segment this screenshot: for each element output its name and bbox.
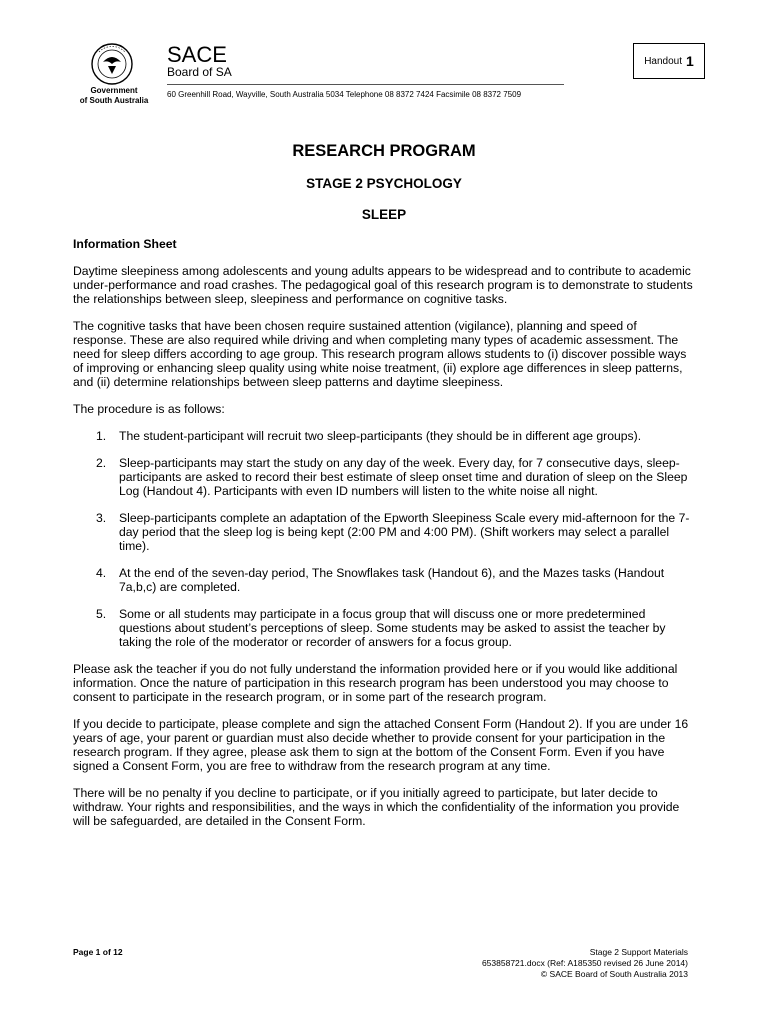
document-reference [482, 947, 688, 980]
contact-address: 60 Greenhill Road, Wayville, South Australia 5034 Telephone 08 8372 7424 Facsimile 08 8372 7509 [167, 90, 522, 99]
document-title: RESEARCH PROGRAM [292, 142, 476, 160]
handout-badge [633, 43, 705, 79]
step-number: 5. [96, 607, 107, 621]
page-number: Page 1 of 12 [73, 947, 123, 957]
footer-series: Stage 2 Support Materials [589, 947, 688, 957]
header-divider [167, 84, 564, 85]
closing-paragraph: There will be no penalty if you decline to participate, or if you initially agreed to participate, but later decide to withdraw. Your rights and responsibilities, and the ways in which the confidentiality of the information you provide will be safeguarded, are detailed in the Consent Form. [73, 786, 680, 828]
handout-label: Handout [644, 55, 682, 67]
organisation-title: SACE [167, 42, 227, 67]
document-body [73, 237, 693, 841]
document-subtitle: STAGE 2 PSYCHOLOGY [306, 176, 462, 191]
procedure-intro: The procedure is as follows: [73, 402, 225, 416]
organisation-subtitle: Board of SA [167, 65, 232, 79]
intro-paragraph: Daytime sleepiness among adolescents and young adults appears to be widespread and to contribute to academic under-performance and road crashes. The pedagogical goal of this research program is to demonstrate to students the relationships between sleep, sleepiness and performance on cognitive tasks. [73, 264, 693, 306]
intro-paragraph: The cognitive tasks that have been chosen require sustained attention (vigilance), planning and speed of response. These are also required while driving and when completing many types of academic assessment. The need for sleep differs according to age group. This research program allows students to (i) discover possible ways of improving or enhancing sleep quality using white noise treatment, (ii) explore age differences in sleep patterns, and (ii) determine relationships between sleep patterns and daytime sleepiness. [73, 319, 687, 389]
government-name [73, 86, 155, 105]
closing-paragraph: Please ask the teacher if you do not fully understand the information provided here or if you would like additional information. Once the nature of participation in this research program has been understood you may choose to consent to participate in the research program, or in some part of the research program. [73, 662, 678, 704]
section-heading: Information Sheet [73, 237, 177, 251]
procedure-step [73, 566, 693, 594]
closing-paragraph: If you decide to participate, please complete and sign the attached Consent Form (Handout 2). If you are under 16 years of age, your parent or guardian must also decide whether to provide consent for your participation in the research program. If they agree, please ask them to sign at the bottom of the Consent Form. Even if you have signed a Consent Form, you are free to withdraw from the research program at any time. [73, 717, 689, 773]
handout-number: 1 [686, 53, 694, 69]
government-name-line1: Government [90, 86, 138, 95]
footer-file-ref: 653858721.docx (Ref: A185350 revised 26 June 2014) [481, 958, 688, 968]
government-crest-icon [88, 42, 136, 86]
procedure-list [73, 429, 693, 649]
step-number: 4. [96, 566, 107, 580]
step-text: At the end of the seven-day period, The Snowflakes task (Handout 6), and the Mazes tasks (Handout 7a,b,c) are completed. [119, 566, 665, 594]
step-text: Sleep-participants complete an adaptation of the Epworth Sleepiness Scale every mid-afternoon for the 7-day period that the sleep log is being kept (2:00 PM and 4:00 PM). (Shift workers may select a parallel time). [119, 511, 690, 553]
step-number: 1. [96, 429, 107, 443]
procedure-step [73, 511, 693, 553]
step-text: Sleep-participants may start the study on any day of the week. Every day, for 7 consecutive days, sleep-participants are asked to record their best estimate of sleep onset time and duration of sleep on the Sleep Log (Handout 4). Participants with even ID numbers will listen to the white noise all night. [119, 456, 688, 498]
procedure-step [73, 456, 693, 498]
government-name-line2: of South Australia [79, 95, 149, 105]
procedure-step [73, 429, 693, 443]
procedure-step [73, 607, 693, 649]
step-text: The student-participant will recruit two sleep-participants (they should be in different age groups). [119, 429, 642, 443]
step-text: Some or all students may participate in a focus group that will discuss one or more predetermined questions about student’s perceptions of sleep. Some students may be asked to assist the teacher by taking the role of the moderator or recorder of answers for a focus group. [119, 607, 666, 649]
footer-copyright: © SACE Board of South Australia 2013 [540, 969, 688, 979]
document-topic: SLEEP [361, 207, 407, 222]
step-number: 3. [96, 511, 107, 525]
step-number: 2. [96, 456, 107, 470]
